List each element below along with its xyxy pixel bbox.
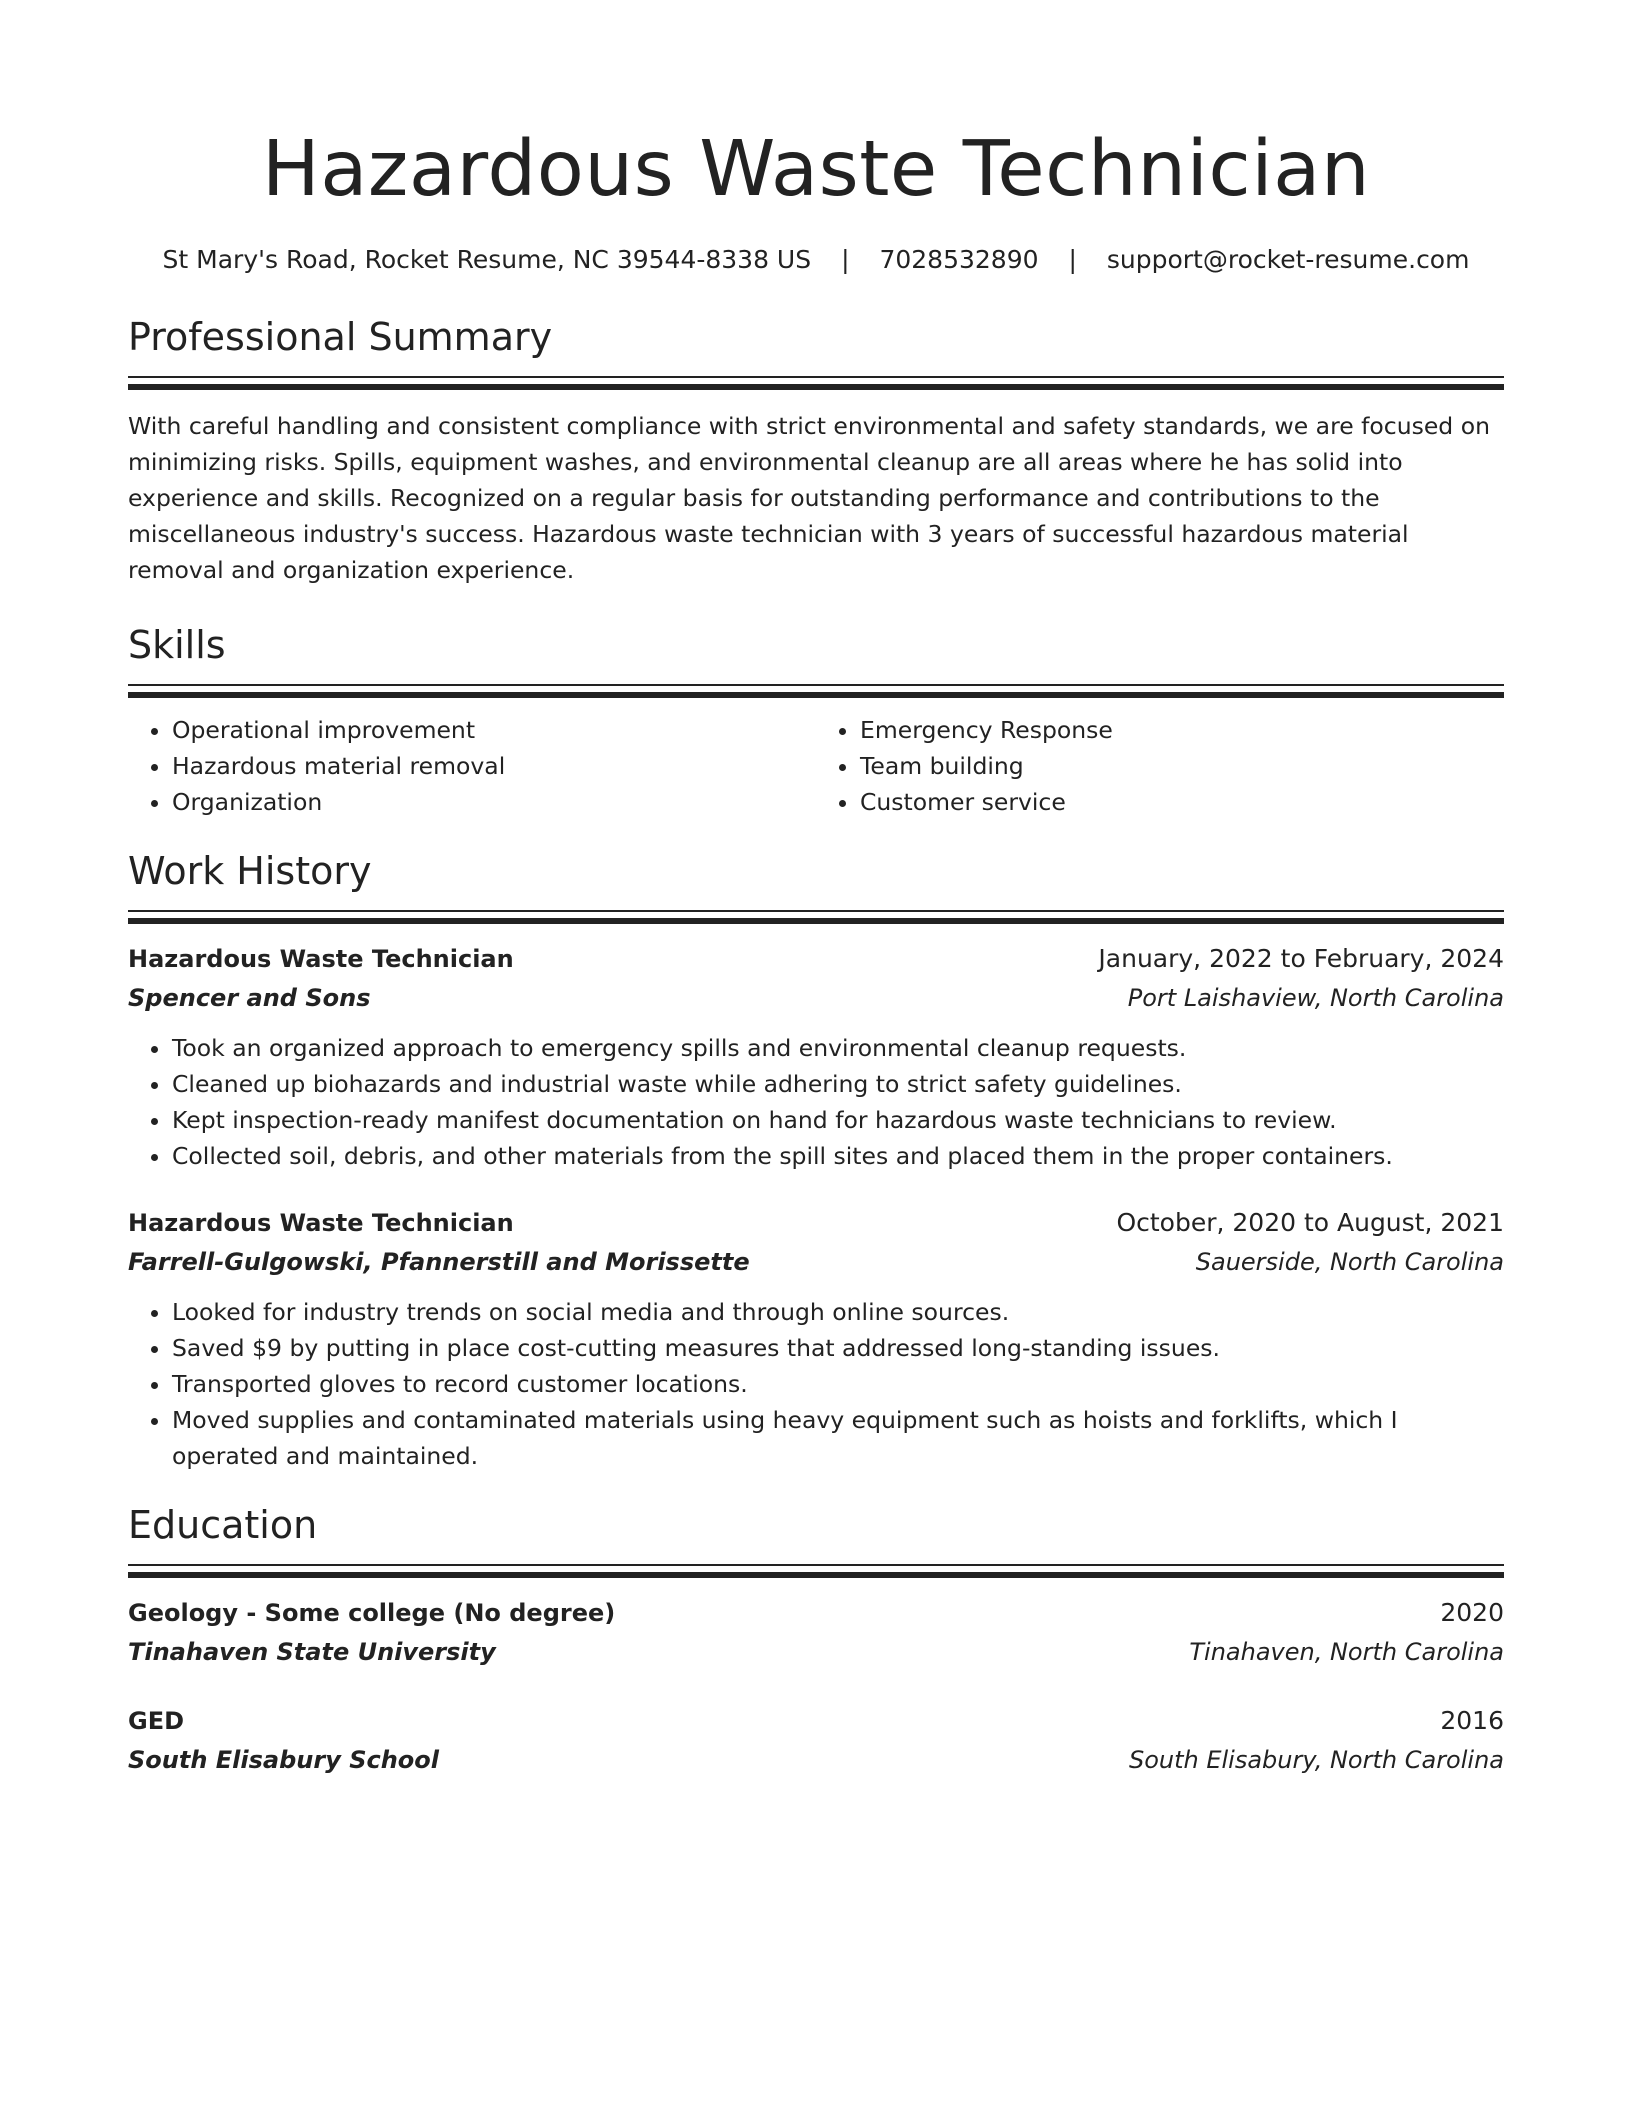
summary-section <box>128 312 1504 588</box>
education-location: Tinahaven, North Carolina <box>1189 1638 1504 1666</box>
job-company: Farrell-Gulgowski, Pfannerstill and Morissette <box>128 1248 750 1276</box>
education-entry <box>128 1702 1504 1780</box>
skill-item: • Organization <box>172 784 816 820</box>
skill-item: • Team building <box>860 748 1504 784</box>
section-rule <box>128 1564 1504 1578</box>
contact-email: support@rocket-resume.com <box>1106 245 1470 274</box>
job-bullets <box>128 1030 1504 1174</box>
section-title-work: Work History <box>128 849 372 893</box>
contact-phone: 7028532890 <box>879 245 1039 274</box>
job-dates: January, 2022 to February, 2024 <box>1098 944 1504 973</box>
job-company: Spencer and Sons <box>128 984 371 1012</box>
education-location: South Elisabury, North Carolina <box>1128 1746 1504 1774</box>
section-rule <box>128 684 1504 698</box>
section-title-skills: Skills <box>128 623 226 667</box>
skill-item: • Customer service <box>860 784 1504 820</box>
job-bullet: • Took an organized approach to emergency spills and environmental cleanup requests. <box>172 1030 1504 1066</box>
skill-item: • Operational improvement <box>172 712 816 748</box>
education-degree: GED <box>128 1707 185 1735</box>
education-degree: Geology - Some college (No degree) <box>128 1599 616 1627</box>
work-section <box>128 846 1504 1474</box>
job-bullet: • Moved supplies and contaminated materials using heavy equipment such as hoists and forklifts, which I operated and maintained. <box>172 1402 1504 1474</box>
job-bullet: • Saved $9 by putting in place cost-cutting measures that addressed long-standing issues. <box>172 1330 1504 1366</box>
education-entry <box>128 1594 1504 1672</box>
section-title-summary: Professional Summary <box>128 315 553 359</box>
job-bullet: • Looked for industry trends on social media and through online sources. <box>172 1294 1504 1330</box>
job-bullet: • Cleaned up biohazards and industrial waste while adhering to strict safety guidelines. <box>172 1066 1504 1102</box>
summary-text: With careful handling and consistent compliance with strict environmental and safety standards, we are focused on minimizing risks. Spills, equipment washes, and environmental cleanup are all areas where he has solid into experience and skills. Recognized on a regular basis for outstanding performance and contributions to the miscellaneous industry's success. Hazardous waste technician with 3 years of successful hazardous material removal and organization experience. <box>128 412 1490 584</box>
candidate-name: Hazardous Waste Technician <box>261 125 1371 214</box>
education-section <box>128 1500 1504 1780</box>
skills-columns <box>128 712 1504 820</box>
job-title: Hazardous Waste Technician <box>128 945 514 973</box>
contact-line <box>128 242 1504 278</box>
section-title-education: Education <box>128 1503 318 1547</box>
job-location: Sauerside, North Carolina <box>1195 1248 1504 1276</box>
job-dates: October, 2020 to August, 2021 <box>1116 1208 1504 1237</box>
job-bullet: • Collected soil, debris, and other materials from the spill sites and placed them in the proper containers. <box>172 1138 1504 1174</box>
contact-separator: | <box>1068 245 1077 274</box>
skills-section <box>128 620 1504 820</box>
skill-item: • Hazardous material removal <box>172 748 816 784</box>
section-rule <box>128 910 1504 924</box>
education-school: Tinahaven State University <box>128 1638 496 1666</box>
education-school: South Elisabury School <box>128 1746 440 1774</box>
job-title: Hazardous Waste Technician <box>128 1209 514 1237</box>
job-entry <box>128 940 1504 1174</box>
job-bullet: • Kept inspection-ready manifest documentation on hand for hazardous waste technicians to review. <box>172 1102 1504 1138</box>
skill-item: • Emergency Response <box>860 712 1504 748</box>
job-location: Port Laishaview, North Carolina <box>1127 984 1504 1012</box>
section-rule <box>128 376 1504 390</box>
skills-list-left <box>128 712 816 820</box>
education-year: 2016 <box>1440 1706 1504 1735</box>
job-entry <box>128 1204 1504 1474</box>
contact-address: St Mary's Road, Rocket Resume, NC 39544-8338 US <box>162 245 812 274</box>
contact-separator: | <box>841 245 850 274</box>
education-year: 2020 <box>1440 1598 1504 1627</box>
job-bullet: • Transported gloves to record customer locations. <box>172 1366 1504 1402</box>
job-bullets <box>128 1294 1504 1474</box>
skills-list-right <box>816 712 1504 820</box>
